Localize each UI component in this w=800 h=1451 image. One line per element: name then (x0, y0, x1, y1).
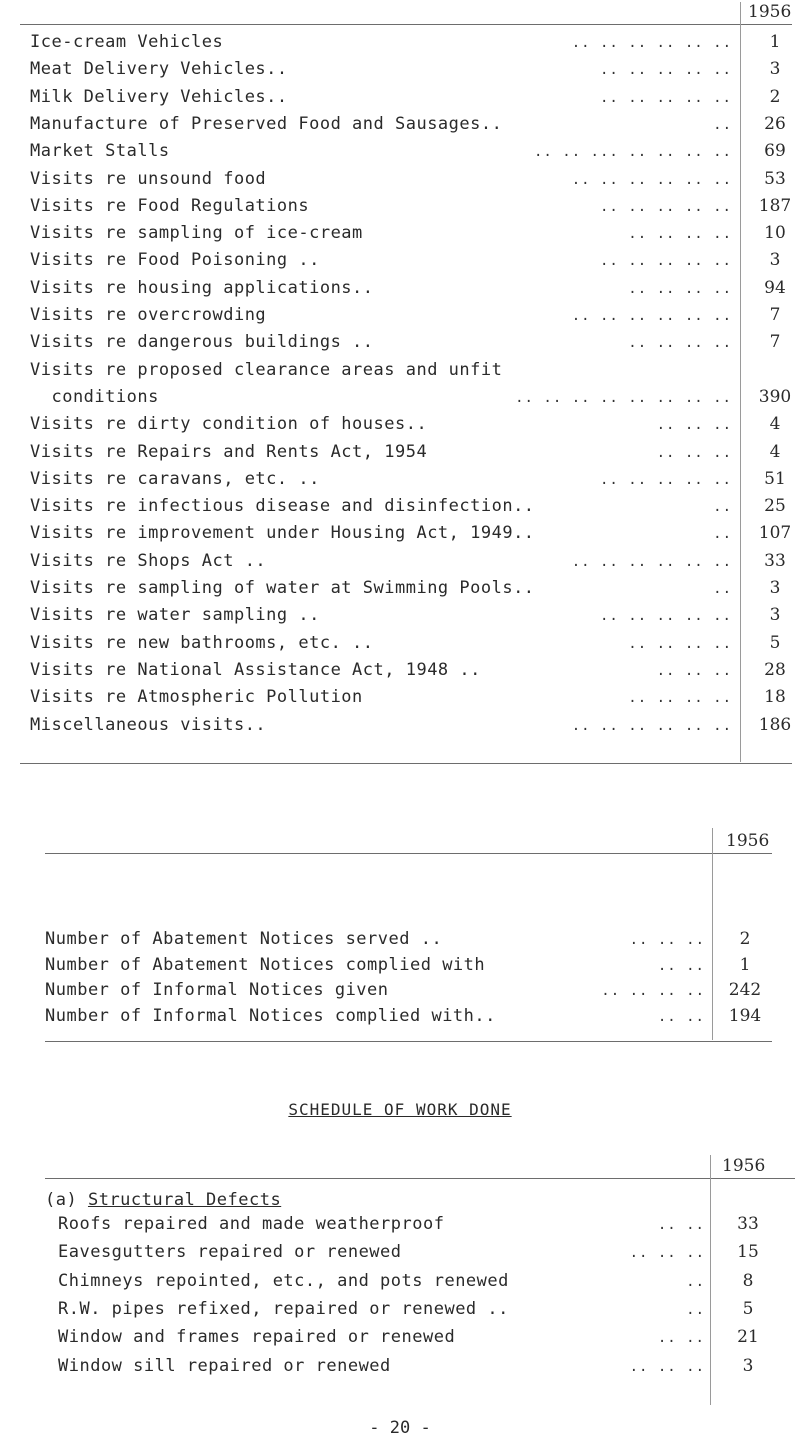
row-label: Roofs repaired and made weatherproof (58, 1214, 445, 1234)
schedule-row (0, 1299, 800, 1321)
row-leader-dots: .. .. .. .. .. .. (571, 35, 732, 51)
visits-row (0, 305, 800, 327)
row-label: Ice-cream Vehicles (30, 32, 224, 52)
row-value: 242 (728, 980, 762, 1000)
schedule-row (0, 1242, 800, 1264)
row-leader-dots: .. .. .. .. .. (599, 62, 732, 79)
row-value: 7 (769, 332, 781, 353)
row-value: 69 (764, 141, 786, 162)
row-label: Manufacture of Preserved Food and Sausages.. (30, 113, 503, 134)
row-leader-dots: .. .. (657, 1217, 705, 1233)
row-leader-dots: .. .. .. .. .. (599, 198, 732, 215)
row-leader-dots: .. .. .. .. .. .. (571, 308, 732, 324)
notices-bottom-rule (45, 1041, 772, 1042)
row-label: Visits re caravans, etc. .. (30, 468, 320, 489)
notices-year-header: 1956 (726, 831, 770, 851)
row-leader-dots: .. .. .. .. .. .. (571, 553, 732, 570)
row-label: Number of Abatement Notices served .. (45, 929, 443, 949)
row-value: 18 (764, 687, 786, 708)
row-value: 1 (769, 32, 781, 52)
row-leader-dots: .. .. .. .. .. .. (571, 717, 732, 734)
row-leader-dots: .. .. .. .. .. .. .. .. (515, 389, 732, 406)
row-value: 7 (769, 305, 781, 325)
row-leader-dots: .. (686, 1273, 705, 1290)
visits-row (0, 414, 800, 436)
row-label: Visits re sampling of water at Swimming Pools.. (30, 578, 535, 598)
visits-row (0, 442, 800, 464)
row-leader-dots: .. .. .. (656, 662, 732, 679)
row-leader-dots: .. .. .. .. .. .. (571, 171, 732, 188)
row-value: 21 (737, 1327, 759, 1348)
row-value: 186 (758, 714, 792, 735)
visits-row (0, 496, 800, 518)
row-value: 26 (764, 113, 786, 134)
row-leader-dots: .. .. (657, 1008, 705, 1025)
row-leader-dots: .. (713, 526, 732, 543)
row-leader-dots: .. .. .. .. (628, 280, 732, 297)
row-leader-dots: .. .. .. .. .. (599, 608, 732, 625)
visits-row (0, 87, 800, 109)
visits-row (0, 32, 800, 54)
row-value: 3 (742, 1355, 754, 1376)
row-leader-dots: .. .. .. .. (628, 226, 732, 243)
row-value: 187 (758, 195, 792, 216)
row-value: 33 (737, 1214, 759, 1234)
row-value: 3 (769, 250, 781, 271)
notices-row (0, 1006, 800, 1028)
row-label: Eavesgutters repaired or renewed (58, 1242, 402, 1263)
schedule-row (0, 1356, 800, 1378)
visits-row (0, 469, 800, 491)
row-value: 15 (737, 1242, 759, 1263)
row-value: 3 (769, 578, 781, 598)
row-label: Visits re improvement under Housing Act, 1949.. (30, 523, 535, 544)
row-value: 3 (769, 605, 781, 626)
visits-row (0, 278, 800, 300)
row-leader-dots: .. .. .. .. .. (599, 253, 732, 270)
schedule-title: SCHEDULE OF WORK DONE (288, 1100, 512, 1119)
row-value: 2 (739, 929, 751, 949)
page-number: - 20 - (369, 1418, 431, 1438)
visits-row (0, 360, 800, 382)
row-value: 5 (769, 632, 781, 653)
row-leader-dots: .. .. .. (656, 417, 732, 434)
row-label: Market Stalls (30, 141, 170, 162)
row-value: 3 (769, 59, 781, 80)
visits-row (0, 196, 800, 218)
row-value: 25 (764, 496, 786, 517)
visits-row (0, 715, 800, 737)
visits-row (0, 605, 800, 627)
visits-row (0, 250, 800, 272)
visits-row (0, 660, 800, 682)
row-leader-dots: .. .. .. (629, 932, 705, 948)
visits-row (0, 114, 800, 136)
row-leader-dots: .. (713, 116, 732, 133)
row-value: 33 (764, 550, 786, 571)
row-leader-dots: .. .. .. (656, 444, 732, 461)
row-label: Visits re unsound food (30, 168, 267, 189)
notices-row (0, 980, 800, 1002)
row-label: Visits re sampling of ice-cream (30, 223, 363, 244)
row-label: Milk Delivery Vehicles.. (30, 86, 288, 107)
schedule-year-header: 1956 (722, 1156, 766, 1176)
row-label: Visits re water sampling .. (30, 605, 320, 626)
row-leader-dots: .. .. .. .. .. (599, 89, 732, 106)
row-value: 51 (764, 468, 786, 489)
visits-row (0, 578, 800, 600)
visits-row (0, 59, 800, 81)
row-label: Visits re Repairs and Rents Act, 1954 (30, 441, 428, 462)
visits-row (0, 332, 800, 354)
visits-year-header: 1956 (748, 2, 792, 22)
row-value: 4 (769, 441, 781, 462)
row-value: 2 (769, 86, 781, 107)
row-label: Visits re Atmospheric Pollution (30, 687, 363, 708)
row-label: Visits re Shops Act .. (30, 550, 267, 571)
row-label: Visits re proposed clearance areas and unfit (30, 359, 503, 380)
row-value: 28 (764, 659, 786, 680)
row-label: Visits re National Assistance Act, 1948 .. (30, 659, 481, 680)
row-leader-dots: .. .. .. .. (601, 983, 705, 999)
schedule-section-heading: (a) Structural Defects (45, 1190, 282, 1210)
notices-row (0, 929, 800, 951)
row-label: Number of Informal Notices complied with.. (45, 1005, 496, 1026)
row-label: Window sill repaired or renewed (58, 1355, 391, 1376)
row-label: Number of Informal Notices given (45, 980, 389, 1000)
row-label: Visits re dangerous buildings .. (30, 332, 374, 353)
visits-row (0, 551, 800, 573)
row-label: conditions (30, 386, 159, 407)
row-label: Number of Abatement Notices complied with (45, 954, 486, 975)
schedule-row (0, 1327, 800, 1349)
row-leader-dots: .. .. (657, 957, 705, 974)
row-leader-dots: .. .. .. (629, 1358, 705, 1375)
row-value: 1 (739, 954, 751, 975)
schedule-row (0, 1271, 800, 1293)
visits-row (0, 523, 800, 545)
row-value: 4 (769, 414, 781, 435)
row-label: Chimneys repointed, etc., and pots renewed (58, 1270, 509, 1291)
schedule-row (0, 1214, 800, 1236)
row-value: 8 (742, 1270, 754, 1291)
row-value: 94 (764, 277, 786, 298)
row-label: Window and frames repaired or renewed (58, 1327, 456, 1348)
row-label: Visits re Food Poisoning .. (30, 250, 320, 271)
row-value: 107 (758, 523, 792, 544)
visits-bottom-rule (20, 763, 792, 764)
row-label: Visits re overcrowding (30, 305, 267, 325)
row-leader-dots: .. .. .. .. (628, 635, 732, 652)
notices-top-rule (45, 853, 772, 854)
row-leader-dots: .. .. .. (629, 1245, 705, 1262)
row-label: Meat Delivery Vehicles.. (30, 59, 288, 80)
row-label: Miscellaneous visits.. (30, 714, 267, 735)
row-leader-dots: .. (713, 581, 732, 597)
row-value: 10 (764, 223, 786, 244)
visits-row (0, 223, 800, 245)
visits-top-rule (20, 24, 792, 25)
schedule-top-rule (45, 1178, 795, 1179)
row-leader-dots: .. .. .. .. .. (599, 471, 732, 488)
visits-row (0, 169, 800, 191)
row-value: 5 (742, 1298, 754, 1319)
row-value: 53 (764, 168, 786, 189)
row-leader-dots: .. .. ... .. .. .. .. (533, 144, 732, 161)
row-label: Visits re dirty condition of houses.. (30, 414, 428, 435)
row-leader-dots: .. .. .. .. (628, 335, 732, 352)
row-leader-dots: .. (686, 1301, 705, 1318)
row-leader-dots: .. (713, 499, 732, 516)
row-value: 390 (758, 386, 792, 407)
visits-row (0, 687, 800, 709)
notices-row (0, 955, 800, 977)
row-leader-dots: .. .. (657, 1330, 705, 1347)
row-label: R.W. pipes refixed, repaired or renewed .. (58, 1298, 509, 1319)
row-label: Visits re infectious disease and disinfection.. (30, 496, 535, 517)
visits-row (0, 141, 800, 163)
row-label: Visits re new bathrooms, etc. .. (30, 632, 374, 653)
visits-row (0, 387, 800, 409)
visits-row (0, 633, 800, 655)
row-label: Visits re housing applications.. (30, 277, 374, 298)
row-leader-dots: .. .. .. .. (628, 690, 732, 707)
row-value: 194 (728, 1005, 762, 1026)
row-label: Visits re Food Regulations (30, 195, 310, 216)
